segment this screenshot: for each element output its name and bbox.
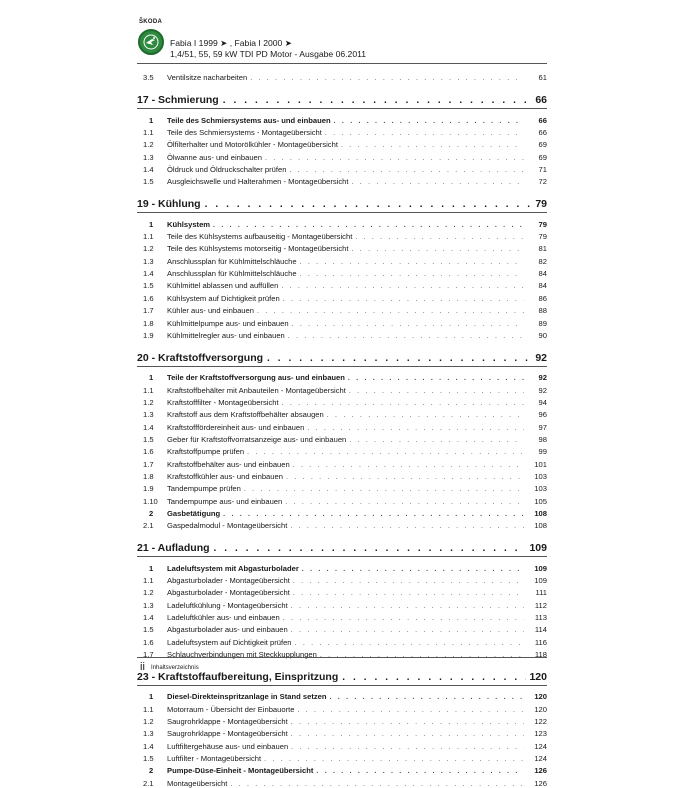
entry-number: 1.3 [143, 410, 154, 420]
toc-section[interactable] [137, 216, 547, 228]
dot-leader [291, 627, 524, 634]
toc-entry[interactable] [137, 266, 547, 278]
entry-page: 66 [538, 128, 547, 138]
toc-entry[interactable] [137, 125, 547, 137]
entry-page: 118 [534, 650, 547, 660]
dot-leader [247, 449, 524, 456]
entry-page: 99 [538, 447, 547, 457]
toc-entry[interactable] [137, 634, 547, 646]
dot-leader [293, 590, 524, 597]
toc-entry[interactable] [137, 290, 547, 302]
toc-entry[interactable] [137, 149, 547, 161]
entry-page: 79 [538, 219, 547, 229]
entry-title: Abgasturbolader aus- und einbauen [167, 625, 288, 635]
entry-title: Ölfilterhalter und Motorölkühler - Montageübersicht [167, 140, 338, 150]
entry-title: Schlauchverbindungen mit Steckkupplungen [167, 650, 317, 660]
footer-page-number: ii [140, 661, 145, 673]
entry-number: 1.7 [143, 459, 154, 469]
dot-leader [316, 768, 524, 775]
entry-title: Kraftstofffördereinheit aus- und einbauen [167, 422, 305, 432]
dot-leader [289, 167, 524, 174]
dot-leader [341, 142, 524, 149]
dot-leader [291, 603, 524, 610]
toc-entry[interactable] [137, 432, 547, 444]
toc-entry[interactable] [137, 278, 547, 290]
chapter-page: 79 [535, 198, 547, 211]
dot-leader [205, 199, 533, 212]
brand-name: ŠKODA [139, 19, 163, 25]
entry-number: 1.5 [143, 177, 154, 187]
toc-entry[interactable] [137, 241, 547, 253]
dot-leader [349, 437, 524, 444]
entry-page: 109 [534, 563, 547, 573]
toc-entry[interactable] [137, 444, 547, 456]
toc-entry[interactable] [137, 174, 547, 186]
dot-leader [291, 744, 524, 751]
dot-leader [283, 615, 524, 622]
dot-leader [295, 640, 524, 647]
entry-page: 72 [538, 177, 547, 187]
entry-number: 1.9 [143, 484, 154, 494]
entry-number: 1.2 [143, 717, 154, 727]
entry-title: Montageübersicht [167, 778, 228, 788]
dot-leader [285, 499, 524, 506]
entry-page: 96 [538, 410, 547, 420]
toc-entry[interactable] [137, 518, 547, 530]
entry-page: 105 [534, 496, 547, 506]
entry-page: 126 [534, 778, 547, 788]
entry-title: Kühler aus- und einbauen [167, 306, 254, 316]
toc-entry[interactable] [137, 456, 547, 468]
entry-title: Kühlmittelpumpe aus- und einbauen [167, 318, 289, 328]
toc-entry[interactable] [137, 573, 547, 585]
entry-number: 1.8 [143, 318, 154, 328]
entry-page: 122 [534, 717, 547, 727]
entry-page: 109 [534, 576, 547, 585]
entry-page: 92 [538, 385, 547, 395]
toc-entry[interactable] [137, 382, 547, 394]
skoda-logo-icon [138, 29, 164, 55]
toc-entry[interactable] [137, 407, 547, 419]
toc-entry[interactable] [137, 419, 547, 431]
entry-number: 1.10 [143, 496, 158, 506]
entry-title: Kraftstoffbehälter aus- und einbauen [167, 459, 290, 469]
entry-title: Kühlmittelregler aus- und einbauen [167, 330, 285, 340]
dot-leader [291, 719, 524, 726]
entry-title: Ölwanne aus- und einbauen [167, 152, 262, 162]
entry-number: 1 [149, 115, 154, 125]
entry-number: 1 [149, 373, 154, 383]
entry-page: 69 [538, 152, 547, 162]
dot-leader [293, 578, 524, 585]
dot-leader [300, 259, 524, 266]
entry-page: 98 [538, 434, 547, 444]
toc-section[interactable] [137, 370, 547, 382]
entry-title: Geber für Kraftstoffvorratsanzeige aus- und einbauen [167, 434, 347, 444]
skoda-logo [137, 18, 167, 66]
entry-page: 61 [538, 73, 547, 83]
entry-number: 1.6 [143, 293, 154, 303]
entry-page: 114 [534, 625, 547, 635]
entry-number: 1.1 [143, 385, 154, 395]
toc-entry[interactable] [137, 303, 547, 315]
entry-page: 66 [538, 115, 547, 125]
entry-page: 71 [538, 165, 547, 175]
toc-entry[interactable] [137, 493, 547, 505]
dot-leader [288, 333, 524, 340]
toc-entry[interactable] [137, 162, 547, 174]
entry-title: Motorraum - Übersicht der Einbauorte [167, 704, 295, 714]
toc-chapter[interactable] [137, 82, 547, 109]
chapter-title: 21 - Aufladung [137, 542, 210, 555]
toc-chapter[interactable] [137, 530, 547, 557]
entry-title: Ladeluftkühlung - Montageübersicht [167, 600, 288, 610]
entry-title: Kraftstoff aus dem Kraftstoffbehälter absaugen [167, 410, 324, 420]
dot-leader [355, 234, 524, 241]
entry-title: Pumpe-Düse-Einheit - Montageübersicht [167, 766, 314, 776]
dot-leader [214, 543, 527, 556]
dot-leader [213, 222, 524, 229]
entry-number: 2 [149, 766, 154, 776]
dot-leader [281, 283, 524, 290]
entry-page: 124 [534, 754, 547, 764]
entry-page: 108 [534, 521, 547, 531]
toc-entry[interactable] [137, 714, 547, 726]
entry-title: Teile der Kraftstoffversorgung aus- und einbauen [167, 373, 345, 383]
entry-page: 103 [534, 484, 547, 494]
entry-page: 84 [538, 269, 547, 279]
dot-leader [293, 462, 524, 469]
chapter-title: 17 - Schmierung [137, 94, 219, 107]
dot-leader [334, 118, 524, 125]
entry-title: Teile des Kühlsystems aufbauseitig - Montageübersicht [167, 232, 353, 242]
entry-page: 89 [538, 318, 547, 328]
toc-entry[interactable] [137, 328, 547, 340]
entry-title: Saugrohrklappe - Montageübersicht [167, 717, 288, 727]
entry-number: 1.1 [143, 576, 154, 585]
chapter-page: 120 [529, 671, 547, 684]
entry-title: Kraftstofffilter - Montageübersicht [167, 397, 279, 407]
dot-leader [325, 130, 524, 137]
entry-page: 88 [538, 306, 547, 316]
entry-title: Ladeluftsystem mit Abgasturbolader [167, 563, 299, 573]
entry-number: 1.3 [143, 600, 154, 610]
dot-leader [290, 523, 524, 530]
entry-title: Teile des Schmiersystems - Montageübersicht [167, 128, 322, 138]
entry-page: 90 [538, 330, 547, 340]
entry-title: Tandempumpe prüfen [167, 484, 241, 494]
entry-title: Ladeluftsystem auf Dichtigkeit prüfen [167, 637, 292, 647]
entry-page: 94 [538, 397, 547, 407]
dot-leader [352, 179, 524, 186]
entry-number: 1.2 [143, 140, 154, 150]
dot-leader [265, 155, 524, 162]
toc-chapter[interactable] [137, 340, 547, 367]
toc-entry[interactable] [137, 738, 547, 750]
vehicle-models: Fabia I 1999 ➤ , Fabia I 2000 ➤ [170, 38, 292, 48]
entry-title: Teile des Kühlsystems motorseitig - Montageübersicht [167, 244, 349, 254]
chapter-title: 19 - Kühlung [137, 198, 201, 211]
dot-leader [283, 296, 524, 303]
dot-leader [342, 672, 526, 685]
entry-number: 1.4 [143, 269, 154, 279]
entry-number: 1.6 [143, 447, 154, 457]
entry-title: Anschlussplan für Kühlmittelschläuche [167, 269, 297, 279]
entry-number: 1.3 [143, 256, 154, 266]
entry-number: 1.2 [143, 397, 154, 407]
toc-entry[interactable] [137, 70, 547, 82]
entry-page: 120 [534, 704, 547, 714]
dot-leader [230, 781, 524, 788]
toc-section[interactable] [137, 506, 547, 518]
entry-page: 86 [538, 293, 547, 303]
chapter-title: 20 - Kraftstoffversorgung [137, 351, 264, 364]
entry-page: 123 [534, 729, 547, 739]
entry-number: 1.4 [143, 422, 154, 432]
entry-page: 124 [534, 741, 547, 751]
entry-page: 108 [534, 508, 547, 518]
entry-page: 113 [534, 613, 547, 623]
entry-number: 1.3 [143, 152, 154, 162]
entry-title: Tandempumpe aus- und einbauen [167, 496, 283, 506]
chapter-page: 109 [529, 542, 547, 555]
entry-page: 126 [534, 766, 547, 776]
dot-leader [282, 400, 524, 407]
header-divider [137, 63, 547, 64]
entry-page: 101 [534, 459, 547, 469]
engine-edition: 1,4/51, 55, 59 kW TDI PD Motor - Ausgabe 06.2011 [170, 49, 367, 59]
dot-leader [223, 95, 533, 108]
entry-title: Luftfiltergehäuse aus- und einbauen [167, 741, 289, 751]
entry-page: 103 [534, 471, 547, 481]
toc-entry[interactable] [137, 481, 547, 493]
entry-page: 92 [538, 373, 547, 383]
toc-entry[interactable] [137, 622, 547, 634]
entry-number: 1 [149, 692, 154, 702]
page-footer [137, 657, 547, 673]
dot-leader [349, 388, 524, 395]
dot-leader [327, 412, 524, 419]
entry-title: Anschlussplan für Kühlmittelschläuche [167, 256, 297, 266]
chapter-title: 23 - Kraftstoffaufbereitung, Einspritzung [137, 671, 339, 684]
entry-number: 1.3 [143, 729, 154, 739]
toc-entry[interactable] [137, 253, 547, 265]
entry-number: 1.1 [143, 232, 154, 242]
dot-leader [348, 375, 524, 382]
entry-number: 1.5 [143, 434, 154, 444]
toc-entry[interactable] [137, 469, 547, 481]
entry-number: 1.4 [143, 165, 154, 175]
toc-entry[interactable] [137, 229, 547, 241]
dot-leader [292, 321, 524, 328]
entry-number: 2 [149, 508, 154, 518]
entry-number: 3.5 [143, 73, 154, 83]
entry-title: Kraftstoffkühler aus- und einbauen [167, 471, 283, 481]
entry-number: 1.4 [143, 741, 154, 751]
table-of-contents [137, 70, 547, 788]
entry-number: 1.8 [143, 471, 154, 481]
footer-label: Inhaltsverzeichnis [151, 665, 199, 671]
page-header [137, 18, 547, 66]
entry-title: Kraftstoffbehälter mit Anbauteilen - Montageübersicht [167, 385, 346, 395]
entry-page: 82 [538, 256, 547, 266]
dot-leader [330, 694, 524, 701]
entry-title: Ausgleichswelle und Halterahmen - Montageübersicht [167, 177, 349, 187]
entry-page: 116 [534, 637, 547, 647]
entry-page: 111 [535, 588, 547, 598]
entry-number: 1.2 [143, 244, 154, 254]
dot-leader [302, 566, 524, 573]
entry-number: 1.5 [143, 625, 154, 635]
entry-title: Abgasturbolader - Montageübersicht [167, 588, 290, 598]
toc-entry[interactable] [137, 726, 547, 738]
entry-title: Kraftstoffpumpe prüfen [167, 447, 245, 457]
entry-page: 84 [538, 281, 547, 291]
entry-number: 1.6 [143, 637, 154, 647]
entry-title: Luftfilter - Montageübersicht [167, 754, 262, 764]
entry-number: 1.1 [143, 128, 154, 138]
toc-section[interactable] [137, 763, 547, 775]
entry-title: Diesel-Direkteinspritzanlage in Stand setzen [167, 692, 327, 702]
toc-entry[interactable] [137, 775, 547, 787]
toc-entry[interactable] [137, 751, 547, 763]
toc-entry[interactable] [137, 701, 547, 713]
entry-number: 1.7 [143, 306, 154, 316]
entry-page: 97 [538, 422, 547, 432]
entry-title: Kühlsystem auf Dichtigkeit prüfen [167, 293, 280, 303]
dot-leader [320, 652, 524, 659]
entry-title: Kühlmittel ablassen und auffüllen [167, 281, 279, 291]
entry-title: Ventilsitze nacharbeiten [167, 73, 248, 83]
entry-title: Gaspedalmodul - Montageübersicht [167, 521, 288, 531]
toc-entry[interactable] [137, 137, 547, 149]
toc-chapter[interactable] [137, 186, 547, 213]
toc-entry[interactable] [137, 585, 547, 597]
dot-leader [244, 486, 524, 493]
dot-leader [297, 707, 524, 714]
entry-number: 1.5 [143, 754, 154, 764]
toc-section[interactable] [137, 560, 547, 572]
toc-entry[interactable] [137, 610, 547, 622]
entry-number: 1.5 [143, 281, 154, 291]
entry-title: Saugrohrklappe - Montageübersicht [167, 729, 288, 739]
entry-title: Ladeluftkühler aus- und einbauen [167, 613, 280, 623]
entry-title: Öldruck und Öldruckschalter prüfen [167, 165, 287, 175]
entry-page: 81 [538, 244, 547, 254]
entry-title: Gasbetätigung [167, 508, 221, 518]
dot-leader [250, 75, 524, 82]
toc-chapter[interactable] [137, 659, 547, 686]
entry-title: Abgasturbolader - Montageübersicht [167, 576, 290, 585]
entry-number: 1.2 [143, 588, 154, 598]
dot-leader [291, 731, 524, 738]
entry-number: 1.1 [143, 704, 154, 714]
dot-leader [300, 271, 524, 278]
dot-leader [257, 308, 524, 315]
chapter-page: 92 [535, 351, 547, 364]
dot-leader [223, 511, 524, 518]
dot-leader [352, 246, 525, 253]
entry-number: 1 [149, 219, 154, 229]
entry-page: 112 [534, 600, 547, 610]
entry-number: 2.1 [143, 778, 154, 788]
chapter-page: 66 [535, 94, 547, 107]
entry-title: Teile des Schmiersystems aus- und einbauen [167, 115, 331, 125]
toc-entry[interactable] [137, 395, 547, 407]
entry-page: 120 [534, 692, 547, 702]
toc-entry[interactable] [137, 597, 547, 609]
dot-leader [267, 353, 532, 366]
entry-title: Kühlsystem [167, 219, 211, 229]
toc-entry[interactable] [137, 315, 547, 327]
entry-number: 1.4 [143, 613, 154, 623]
dot-leader [307, 425, 524, 432]
entry-page: 69 [538, 140, 547, 150]
entry-number: 2.1 [143, 521, 154, 531]
dot-leader [286, 474, 524, 481]
dot-leader [264, 756, 524, 763]
entry-number: 1.7 [143, 650, 154, 660]
entry-number: 1 [149, 563, 154, 573]
entry-page: 79 [538, 232, 547, 242]
toc-section[interactable] [137, 112, 547, 124]
entry-number: 1.9 [143, 330, 154, 340]
